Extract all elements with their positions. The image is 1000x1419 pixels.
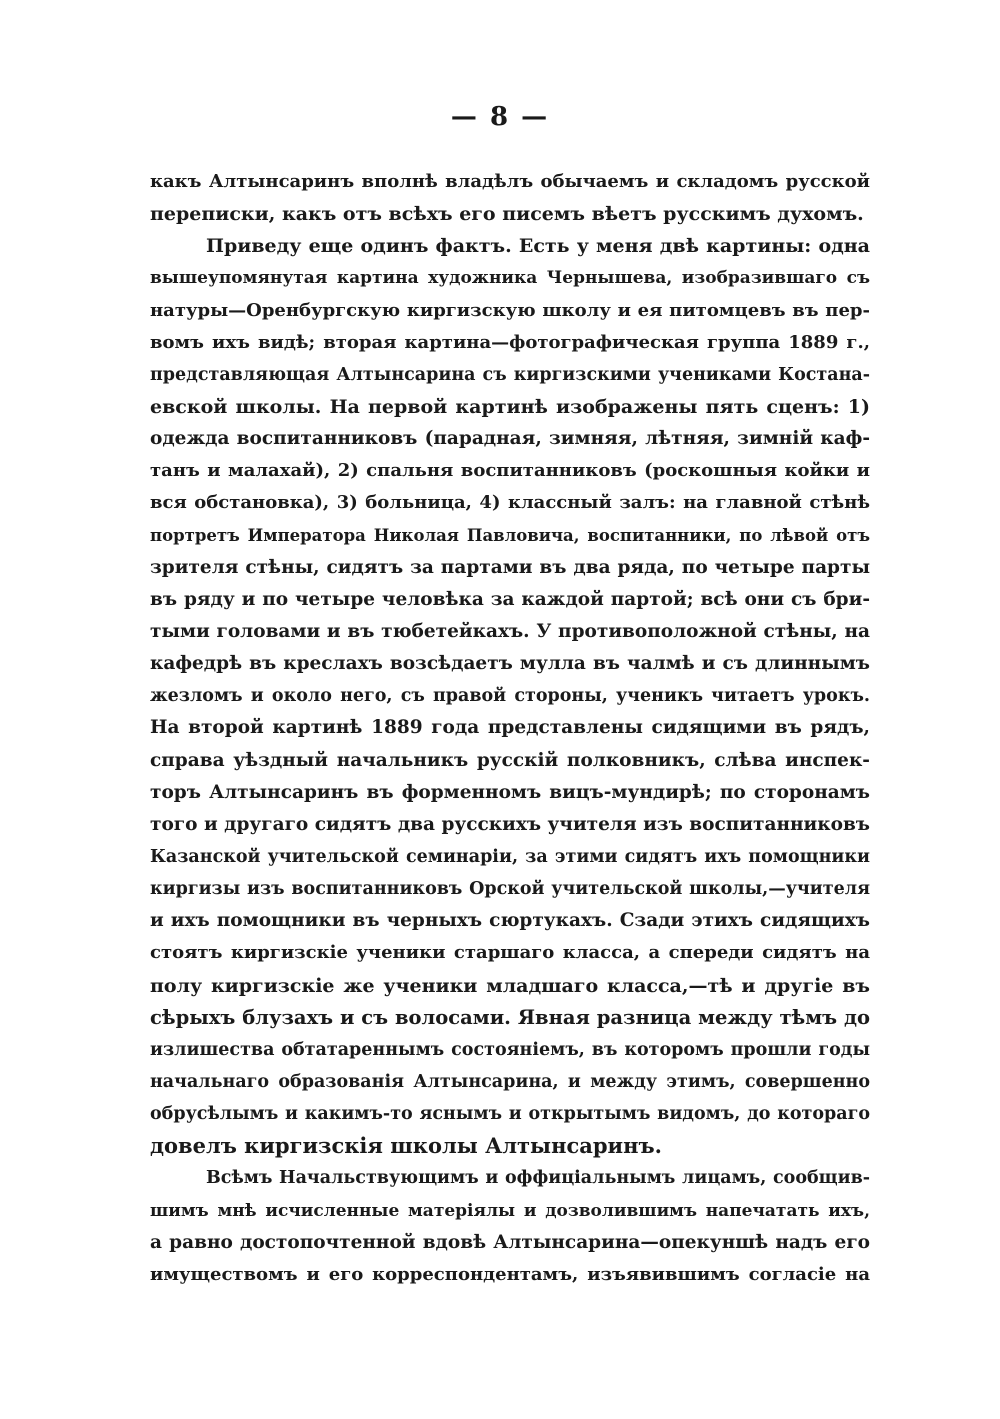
text-line: имуществомъ и его корреспондентамъ, изъявившимъ согласіе на <box>150 1263 870 1285</box>
text-line: вся обстановка), 3) больница, 4) классный залъ: на главной стѣнѣ <box>150 492 870 514</box>
text-line: танъ и малахай), 2) спальня воспитанниковъ (роскошныя койки и <box>150 460 870 482</box>
text-line: киргизы изъ воспитанниковъ Орской учительской школы,—учителя <box>150 879 870 900</box>
text-line: На второй картинѣ 1889 года представлены сидящими въ рядъ, <box>150 717 870 739</box>
text-line: портретъ Императора Николая Павловича, воспитанники, по лѣвой отъ <box>150 525 870 545</box>
text-line: тыми головами и въ тюбетейкахъ. У противоположной стѣны, на <box>150 620 870 642</box>
page-number: — 8 — <box>450 102 550 132</box>
text-line: жезломъ и около него, съ правой стороны, ученикъ читаетъ урокъ. <box>150 686 870 707</box>
text-line: шимъ мнѣ исчисленные матеріялы и дозволившимъ напечатать ихъ, <box>150 1200 870 1221</box>
text-line: довелъ киргизскія школы Алтынсаринъ. <box>150 1133 662 1159</box>
text-line: натуры—Оренбургскую киргизскую школу и ея питомцевъ въ пер- <box>150 299 870 321</box>
text-line: обрусѣлымъ и какимъ-то яснымъ и открытымъ видомъ, до котораго <box>150 1104 870 1125</box>
text-line: Казанской учительской семинаріи, за этими сидятъ ихъ помощники <box>150 846 870 867</box>
text-line: вомъ ихъ видѣ; вторая картина—фотографическая группа 1889 г., <box>150 331 870 353</box>
text-line: въ ряду и по четыре человѣка за каждой партой; всѣ они съ бри- <box>150 588 870 610</box>
text-line: вышеупомянутая картина художника Чернышева, изобразившаго съ <box>150 268 870 289</box>
text-line: зрителя стѣны, сидятъ за партами въ два ряда, по четыре парты <box>150 556 870 578</box>
text-line: того и другаго сидятъ два русскихъ учителя изъ воспитанниковъ <box>150 813 870 835</box>
text-line: сѣрыхъ блузахъ и съ волосами. Явная разница между тѣмъ до <box>150 1005 870 1029</box>
text-line: Всѣмъ Начальствующимъ и оффиціальнымъ лицамъ, сообщив- <box>206 1168 870 1189</box>
text-line: излишества обтатареннымъ состояніемъ, въ которомъ прошли годы <box>150 1039 870 1060</box>
text-line: одежда воспитанниковъ (парадная, зимняя, лѣтняя, зимній каф- <box>150 428 870 450</box>
text-line: начальнаго образованія Алтынсарина, и между этимъ, совершенно <box>150 1071 870 1092</box>
text-line: переписки, какъ отъ всѣхъ его писемъ вѣетъ русскимъ духомъ. <box>150 203 864 226</box>
body-text <box>150 166 870 1291</box>
text-line: полу киргизскіе же ученики младшаго класса,—тѣ и другіе въ <box>150 974 870 997</box>
text-line: и ихъ помощники въ черныхъ сюртукахъ. Сзади этихъ сидящихъ <box>150 910 870 932</box>
text-line: а равно достопочтенной вдовѣ Алтынсарина—опекуншѣ надъ его <box>150 1231 870 1253</box>
text-line: Приведу еще одинъ фактъ. Есть у меня двѣ картины: одна <box>206 235 870 258</box>
text-line: евской школы. На первой картинѣ изображены пять сценъ: 1) <box>150 395 870 418</box>
text-line: кафедрѣ въ креслахъ возсѣдаетъ мулла въ чалмѣ и съ длиннымъ <box>150 653 870 675</box>
text-line: какъ Алтынсаринъ вполнѣ владѣлъ обычаемъ и складомъ русской <box>150 171 870 192</box>
text-line: стоятъ киргизскіе ученики старшаго класса, а спереди сидятъ на <box>150 942 870 964</box>
text-line: справа уѣздный начальникъ русскій полковникъ, слѣва инспек- <box>150 749 870 771</box>
text-line: торъ Алтынсаринъ въ форменномъ вицъ-мундирѣ; по сторонамъ <box>150 781 870 803</box>
text-line: представляющая Алтынсарина съ киргизскими учениками Костана- <box>150 364 870 385</box>
